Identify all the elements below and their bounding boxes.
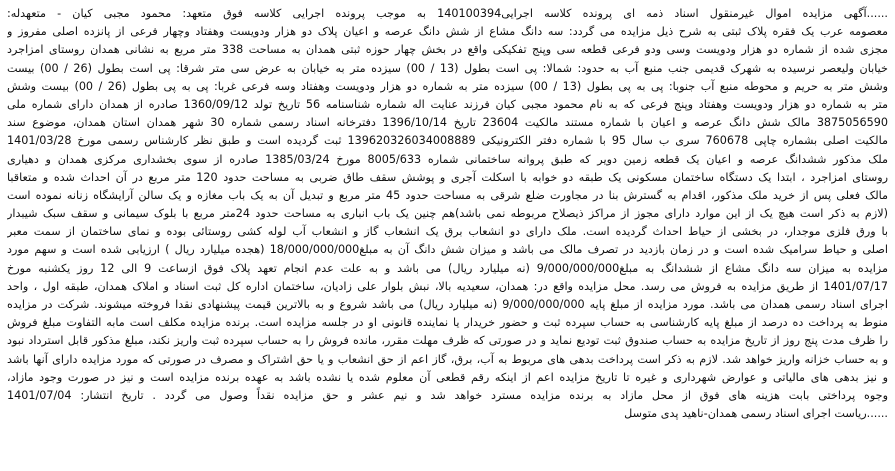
notice-line: 1401/07/17 از طریق مزایده به فروش می رسد. محل مزایده واقع در: همدان، سعیدیه بالا، نبش بلوار علی زادیان، ساختمان اداره کل ثبت اسناد و املاک همدان، طبقه اول ، واحد bbox=[7, 279, 888, 293]
notice-line: مالکیت اصلی بشماره چاپی 760678 سری ب سال 95 با شماره دفتر الکترونیکی 139620326034008889 ثبت گردیده است و طبق نظر کارشناس رسمی مورخ 1401/03/28 bbox=[7, 134, 888, 148]
notice-line: مجزی شده از شماره دو هزار ودویست وسی ودو فرعی قطعه سی وپنج تفکیکی واقع در بخش چهار حوزه ثبتی همدان به مساحت 338 متر مربع به نشانی همدان روستای امزاجرد bbox=[7, 43, 888, 57]
notice-line: مالک فعلی پس از خرید ملک مذکور، اقدام به گسترش بنا در مجاورت ضلع شرقی به مساحت حدود 45 متر مربع و تبدیل آن به یک باب مغازه و یک سالن آرایشگاه زنانه نموده است bbox=[7, 188, 888, 202]
notice-line: 3875056590 مالک شش دانگ عرصه و اعیان با شماره مستند مالکیت 23604 تاریخ 1396/10/14 دفترخانه اسناد رسمی شماره 30 شهر همدان استان همدان، موضوع سند bbox=[7, 116, 888, 130]
notice-line: روستای امزاجرد ، ابتدا یک دستگاه ساختمان مسکونی یک طبقه دو خوابه با اسکلت آجری و پوشش سقف طاق ضربی به مساحت حدود 120 متر مربع در آن احداث شده و متعاقبا bbox=[7, 170, 888, 184]
notice-line: مزایده به میزان سه دانگ مشاع از ششدانگ به مبلغ9/000/000/000 (نه میلیارد ریال) می باشد و به علت عدم انجام تعهد پلاک فوق ازساعت 9 الی 12 روز یکشنبه مورخ bbox=[7, 261, 888, 275]
notice-line: متر به شماره دو هزار ودویست وهفتاد وپنج فرعی که به نام محمود مجبی کیان فرزند عنایت اله شماره شناسنامه 56 تاریخ تولد 1360/09/12 صادره از همدان دارای شماره ملی bbox=[7, 97, 888, 111]
notice-line: و به حساب خزانه واریز خواهد شد. لازم به ذکر است پرداخت بدهی های مربوط به آب، برق، گاز اعم از حق انشعاب و یا حق اشتراک و مصرف در صورتی که مورد مزایده دارای آنها باشد bbox=[7, 352, 888, 366]
notice-line: منوط به پرداخت ده درصد از مبلغ پایه کارشناسی به حساب سپرده ثبت و حضور خریدار یا نماینده قانونی او در جلسه مزایده است. برنده مزایده مکلف است مابه التفاوت مبلغ فروش bbox=[7, 316, 888, 330]
notice-line: معصومه عرب یک فقره پلاک ثبتی به شرح ذیل مزایده می گردد: سه دانگ مشاع از شش دانگ عرصه و اعیان پلاک دو هزار ودویست وهفتاد وچهار فرعی از پانزده اصلی مفروز و bbox=[7, 25, 888, 39]
notice-line: را ظرف مدت پنج روز از تاریخ مزایده به حساب صندوق ثبت تودیع نماید و در صورتی که ظرف مهلت مقرر، مانده فروش را به حساب سپرده ثبت واریز نکند، مبلغ مذکور قابل استرداد نبود bbox=[7, 334, 888, 348]
notice-line: ......آگهی مزایده اموال غیرمنقول اسناد ذمه ای پرونده کلاسه اجرایی140100394 به موجب پرونده اجرایی کلاسه فوق متعهد: محمود مجبی کیان - متعهدله: bbox=[7, 7, 888, 20]
notice-line: و نیز بدهی های مالیاتی و عوارض شهرداری و غیره تا تاریخ مزایده اعم از اینکه رقم قطعی آن معلوم شده یا نشده باشد به عهده برنده مزایده است و نیز در صورت وجود مازاد، bbox=[7, 370, 888, 384]
notice-line: خیابان ولیعصر نرسیده به شهرک قدیمی جنب منبع آب به حدود: شمالا: پی است بطول (13 / 00) سیزده متر به خیابان به عرض سی متر شرقا: پی است بطول (26 / 00) بیست bbox=[7, 61, 888, 75]
notice-line: اصلی و حیاط سرامیک شده است و در زمان بازدید در تصرف مالک می باشد و میزان شش دانگ آن به مبلغ18/000/000/000 (هجده میلیارد ریال ) ارزیابی شده است و سهم مورد bbox=[7, 243, 888, 257]
notice-line: (لازم به ذکر است هیچ یک از این موارد دارای مجوز از مراکز ذیصلاح مربوطه نمی باشد)هم چنین یک باب انباری به مساحت حدود 24متر مربع با بلوک سیمانی و سقف سبک شیبدار bbox=[7, 207, 888, 221]
notice-line: ملک مذکور ششدانگ عرصه و اعیان یک قطعه زمین دویر که طبق پروانه ساختمانی شماره 8005/633 مورخ 1385/03/24 صادره از سوی بخشداری مرکزی همدان و دهیاری bbox=[7, 152, 888, 166]
notice-line: وشش متر به حریم و محوطه منبع آب جنوبا: پی به پی بطول (13 / 00) سیزده متر به شماره دو هزار ودویست وهفتاد وسه فرعی غربا: پی به پی بطول (26 / 00) بیست وشش bbox=[7, 79, 888, 93]
notice-line: اجرای اسناد رسمی همدان می باشد. مورد مزایده از مبلغ پایه 9/000/000/000 (نه میلیارد ریال) می باشد شروع و به بالاترین قیمت پیشنهادی نقدا فروخته میشوند. شرکت در مزایده bbox=[7, 298, 888, 311]
notice-line: وجوه پرداختی بابت هزینه های فوق از محل مازاد به برنده مزایده مسترد خواهد شد و نیم عشر و حق مزایده نقداً وصول می گردد . تاریخ انتشار: 1401/07/04 bbox=[7, 388, 888, 402]
notice-line: با ورق فلزی موجدار، در بخشی از حیاط احداث گردیده است. ملک دارای دو انشعاب برق یک انشعاب گاز و انشعاب آب لوله کشی روستائی بوده و نمای ساختمان از سمت معبر bbox=[7, 225, 888, 239]
notice-signature: ......ریاست اجرای اسناد رسمی همدان-ناهید پدی متوسل bbox=[624, 407, 888, 421]
